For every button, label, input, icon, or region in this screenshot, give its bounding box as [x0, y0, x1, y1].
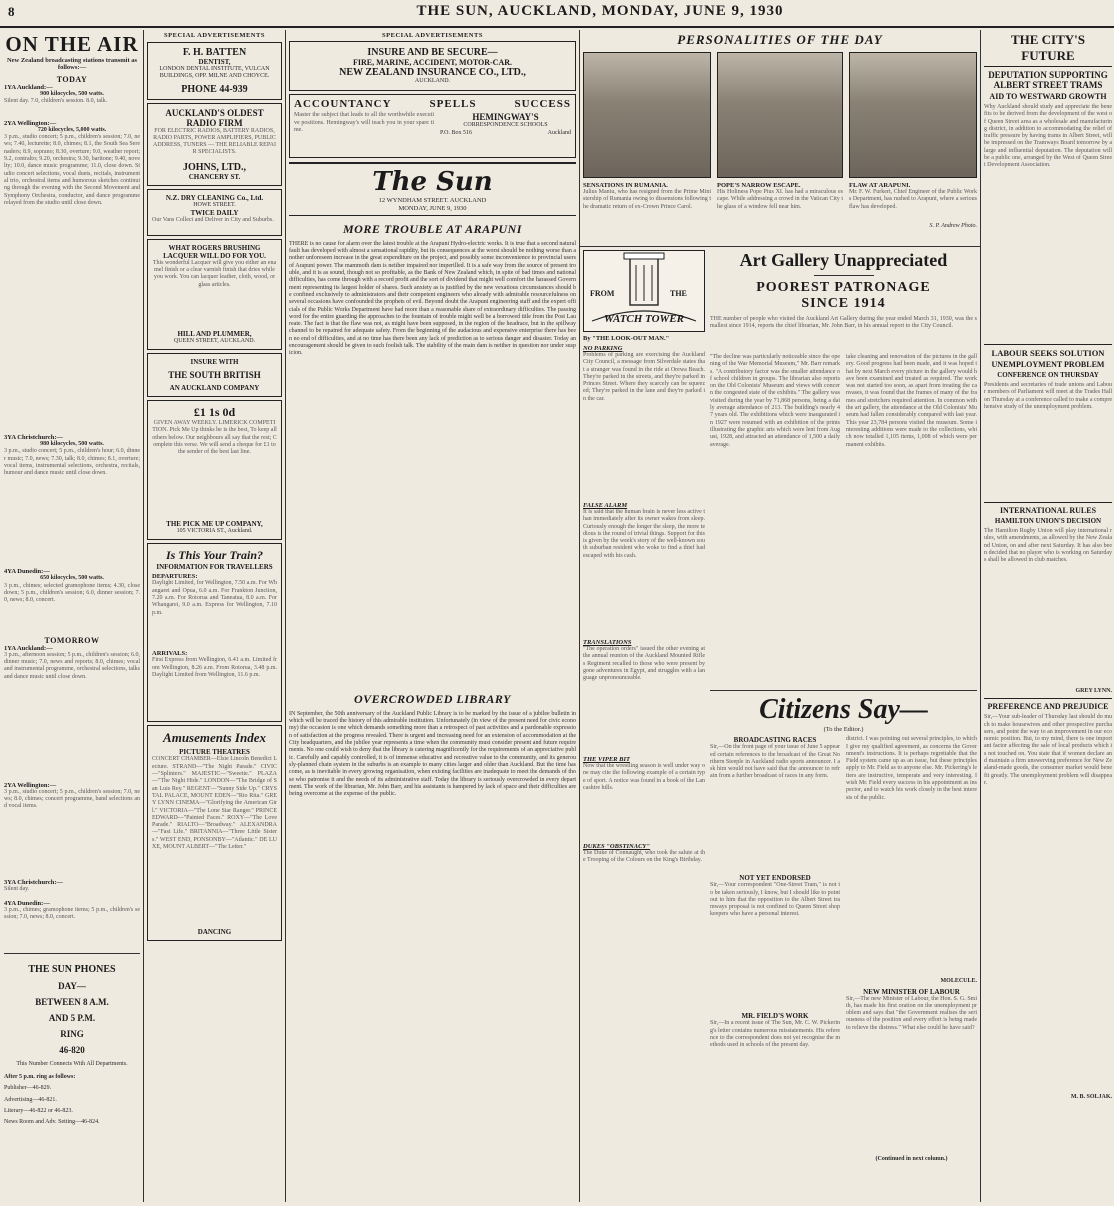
phones-line: AND 5 P.M. — [48, 1012, 96, 1023]
letter-signature: MOLECULE. — [940, 978, 977, 985]
south-british-ad — [147, 353, 282, 397]
hemingway-box: P.O. Box 516 — [440, 129, 473, 136]
radio-title: AUCKLAND'S OLDEST RADIO FIRM — [165, 107, 264, 128]
today-heading: TODAY — [56, 74, 88, 84]
citizens-say-section: Citizens Say— (To the Editor.) BROADCASTING RACES Sir,—On the front page of your issue of June 5 appeared certain references to the broadcast of the Great Northern Steeple in Auckland radio sports announcer. I ask him would not have said that the announcer to refrain from a further broadcast of races in any form. NOT YET ENDORSED Sir,—Your correspondent "One-Street Tram," is not to be taken seriously, I know, but I should like to point out to him that the opposition to the Albert Street tramways proposal is not confined to Queen Street shopkeepers who have a personal interest. MR. FIELD'S WORK Sir,—In a recent issue of The Sun, Mr. C. W. Pickering's letter contains numerous misstatements. His reference to the correspondent does not yet recognise the methods used in schools of the present day. district. I was pointing out several principles, to which I give my qualified agreement, as concerns the Government's instructions. It is perhaps regrettable that the Field system came up as an issue, but these principles apply to Mr. Field as to anyone else. Mr. Pickering's letters are instructive, temperate and very interesting. I wish Mr. Field every success in his appointment as inspector, and to watch his work closely in the best interests of the public. MOLECULE. NEW MINISTER OF LABOUR Sir,—The new Minister of Labour, the Hon. S. G. Smith, has made his first oration on the unemployment problem and says that "the Government realises the seriousness of the position and every effort is being made to relieve the distress." What else could he have said? (Continued in next column.) — [710, 694, 977, 1162]
station-3ya: 3YA Christchurch:— — [4, 434, 64, 442]
amusements-title: Amusements Index — [163, 730, 266, 746]
station-3ya-tomorrow: 3YA Christchurch:— — [4, 878, 64, 886]
pick-me-up-addr: 105 VICTORIA ST., Auckland. — [176, 528, 253, 535]
phones-line: After 5 p.m. ring as follows: — [4, 1074, 76, 1081]
batten-ad — [147, 42, 282, 100]
station-freq: 900 kilocycles, 500 watts. — [40, 90, 104, 97]
insure-line-3: NEW ZEALAND INSURANCE CO., LTD., — [339, 67, 526, 78]
hamilton-head: HAMILTON UNION'S DECISION — [994, 517, 1102, 525]
lacquer-headline: WHAT ROGERS BRUSHING LACQUER WILL DO FOR YOU. — [163, 243, 266, 260]
section-rule — [580, 246, 980, 247]
acc-middle: SPELLS — [429, 98, 477, 111]
hemingway-name: HEMINGWAY'S — [472, 112, 539, 123]
radio-addr: CHANCERY ST. — [188, 172, 241, 181]
photo-maniu — [583, 52, 711, 178]
tomorrow-heading: TOMORROW — [44, 635, 100, 645]
caption-pope: POPE'S NARROW ESCAPE. His Holiness Pope Pius XI. has had a miraculous escape. While addressing a crowd in the Vatican City the glass of a window fell near him. — [717, 182, 843, 210]
hemingway-ad: ACCOUNTANCY SPELLS SUCCESS Master the subject that leads to all the worthwhile executive positions. Hemingway's will teach you in your spare time. HEMINGWAY'S CORRESPONDENCE SCHOOLS P.O. Box 516 Auckland — [289, 94, 576, 158]
acc-right: SUCCESS — [514, 98, 571, 111]
station-1ya-tomorrow: 1YA Auckland:— — [4, 644, 53, 652]
conference-head: CONFERENCE ON THURSDAY — [997, 371, 1099, 379]
phones-newsroom: News Room and Adv. Setting—46-824. — [4, 1119, 100, 1126]
caption-head: FLAW AT ARAPUNI. — [849, 182, 911, 189]
radio-firm: JOHNS, LTD., — [183, 161, 246, 173]
on-the-air-title: ON THE AIR — [5, 32, 139, 56]
station-2ya: 2YA Wellington:— — [4, 119, 57, 127]
watch-tower-logo — [583, 250, 705, 332]
sun-address: 12 WYNDHAM STREET. AUCKLAND — [378, 197, 487, 205]
page-header — [0, 2, 1114, 28]
signature-grey-lynn: GREY LYNN. — [1075, 688, 1112, 694]
south-british: THE SOUTH BRITISH — [168, 370, 261, 381]
gallery-subhead-2: SINCE 1914 — [801, 296, 886, 311]
dry-cleaning-service: TWICE DAILY — [190, 208, 239, 217]
sun-title: The Sun — [372, 167, 493, 198]
hill-plummer: HILL AND PLUMMER, — [177, 329, 252, 338]
picture-theatres-label: PICTURE THEATRES — [179, 748, 250, 757]
prize-amount: £1 1s 0d — [193, 405, 236, 420]
signature-soljak: M. B. SOLJAK. — [1070, 1094, 1112, 1101]
pick-me-up-company: THE PICK ME UP COMPANY, — [166, 520, 263, 529]
dancing-label: DANCING — [197, 928, 232, 937]
photo-furkert — [849, 52, 977, 178]
continued-note: (Continued in next column.) — [875, 1155, 948, 1162]
pick-me-up-ad: £1 1s 0d GIVEN AWAY WEEKLY. LIMERICK COMPETITION. Pick Me Up thinks he is the best, To keep all others below. Our neighbours all say that the rest; Complete this verse. We will send a cheque for £1 to the sender of the best last line. THE PICK ME UP COMPANY, 105 VICTORIA ST., Auckland. — [147, 400, 282, 540]
sun-nameplate — [289, 162, 576, 216]
on-the-air-column: ON THE AIR New Zealand broadcasting stations transmit as follows:— TODAY 1YA Auckland:— 900 kilocycles, 500 watts. Silent day. 7.0, children's session. 8.0, talk. 2YA Wellington:— 720 kilocycles, 5,000 watts. 3 p.m., studio concert; 5 p.m., children's session; 7.0, news; 7.40, lecturette; 8.0, chimes; 8.1, the South Sea Serenaders; 8.9, soprano; 8.30, overture; 9.0, weather report; 9.2, contralto; 9.20, orchestra; 9.30, baritone; 9.40, novelty; 10.0, dance music programme; 11.0, close down. Studio concert selections, vocal duets, recitals, instrumental trio, orchestral items and humorous sketches continuing through the evening with the Second Movement and Symphony Orchestra, conductor, and dance programme relayed from the studio until close down. 3YA Christchurch:— 980 kilocycles, 500 watts. 3 p.m., studio concert; 5 p.m., children's hour; 6.0, dinner music; 7.0, news; 7.30, talk; 8.0, chimes; 8.1, overture; vocal items, instrumental selections, orchestra, recitals, humour and dance music until close down. 4YA Dunedin:— 650 kilocycles, 500 watts. 3 p.m., chimes; selected gramophone items; 4.30, close down; 5 p.m., children's session; 6.0, dinner session; 7.0, news; 8.0, concert. TOMORROW 1YA Auckland:— 3 p.m., afternoon session; 5 p.m., children's session; 6.0, dinner music; 7.0, news and reports; 8.0, chimes; vocal and instrumental programme, orchestral selections, talks and dance music until close down. 2YA Wellington:— 3 p.m., studio concert; 5 p.m., children's session; 7.0, news; 8.0, chimes; concert programme, band selections and vocal items. 3YA Christchurch:— Silent day. 4YA Dunedin:— 3 p.m., chimes; gramophone items; 5 p.m., children's session; 7.0, news; 8.0, concert. THE SUN PHONES DAY— BETWEEN 8 A.M. AND 5 P.M. RING 46-820 This Number Connects With All Departments. After 5 p.m. ring as follows: Publisher—46-829. Advertising—46-821. Literary—46-822 or 46-823. News Room and Adv. Setting—46-824. — [4, 32, 140, 1126]
editorial-headline: MORE TROUBLE AT ARAPUNI — [343, 221, 522, 236]
phones-literary: Literary—46-822 or 46-823. — [4, 1107, 73, 1114]
hemingway-sub: CORRESPONDENCE SCHOOLS — [463, 122, 548, 129]
labour-head: LABOUR SEEKS SOLUTION — [984, 344, 1112, 358]
departures-label: DEPARTURES: — [152, 573, 198, 581]
hemingway-city: Auckland — [547, 129, 571, 136]
auckland-company: AN AUCKLAND COMPANY — [169, 384, 260, 393]
column-rule — [143, 30, 144, 1202]
station-freq: 720 kilocycles, 5,000 watts. — [37, 126, 107, 133]
column-rule — [579, 30, 580, 1202]
insure-line-2: FIRE, MARINE, ACCIDENT, MOTOR-CAR. — [352, 58, 513, 67]
caption-furkert: FLAW AT ARAPUNI. Mr. F. W. Furkert, Chief Engineer of the Public Works Department, has rushed to Arapuni, where a serious flaw has developed. S. P. Andrew Photo. — [849, 182, 977, 229]
radio-ad: AUCKLAND'S OLDEST RADIO FIRM FOR ELECTRIC RADIOS, BATTERY RADIOS, RADIO PARTS, POWER AMPLIFIERS, PUBLIC ADDRESS, TUNERS — THE RELIABLE REPAIR SPECIALISTS. JOHNS, LTD., CHANCERY ST. — [147, 103, 282, 186]
batten-sub: DENTIST, — [198, 58, 231, 66]
station-2ya-tomorrow: 2YA Wellington:— — [4, 781, 57, 789]
train-subhead: INFORMATION FOR TRAVELLERS — [156, 563, 273, 572]
no-parking-head: NO PARKING — [583, 345, 623, 352]
page-number: 8 — [8, 4, 15, 19]
photo-credit: S. P. Andrew Photo. — [929, 223, 977, 229]
air-subtitle: New Zealand broadcasting stations transmit as follows:— — [6, 57, 138, 72]
section-rule — [710, 690, 977, 691]
phones-line: DAY— — [58, 980, 86, 991]
station-4ya: 4YA Dunedin:— — [4, 568, 50, 576]
unemployment-head: UNEMPLOYMENT PROBLEM — [991, 360, 1105, 369]
station-freq: 650 kilocycles, 500 watts. — [40, 575, 104, 582]
acc-left: ACCOUNTANCY — [294, 98, 392, 111]
watch-tower-column: FROM THE WATCH TOWER By "THE LOOK-OUT MAN." NO PARKING Problems of parking are exercising the Auckland City Council, a message from Silverdale states that a stranger was found in the ride at Orewa Beach. They're parked in the streets, and they're parked in Princes Street. Where they scarcely can be squeezed; They're parked in the lane and they're parked in the car. FALSE ALARM It is said that the human brain is never less active than immediately after its owner wakes from sleep. Curiously enough the longer the sleep, the more tedious is the round of trivial things. Support for this is given by the week's story of the well-known south suburban resident who woke to find a thief had escaped with his cash. TRANSLATIONS "The operation orders" issued the other evening at the annual reunion of the Auckland Mounted Rifles Regiment recalled to those who were present bygone adventures in Egypt, and struggles with a language unpronounceable. THE VIPER BIT Now that the wrestling season is well under way one may cite the following example of a certain type of sport. A notice was found in a book of the Lancashire hills. DUKES "OBSTINACY" The Duke of Connaught, who took the salute at the Trooping of the Colours on the King's Birthday. — [583, 250, 705, 930]
city-future-title: THE CITY'S FUTURE — [984, 32, 1112, 67]
preference-head: PREFERENCE AND PREJUDICE — [984, 698, 1112, 711]
letter-head-broadcasting: BROADCASTING RACES — [733, 736, 817, 745]
watch-the: THE — [670, 289, 687, 298]
watch-from: FROM — [590, 289, 615, 298]
insure-with: INSURE WITH — [190, 358, 239, 367]
nz-insurance-ad — [289, 41, 576, 91]
dukes-head: DUKES "OBSTINACY" — [583, 843, 650, 850]
batten-name: F. H. BATTEN — [182, 47, 247, 58]
gallery-headline: Art Gallery Unappreciated — [739, 250, 948, 270]
hill-plummer-addr: QUEEN STREET, AUCKLAND. — [173, 337, 256, 344]
letter-head-minister: NEW MINISTER OF LABOUR — [863, 987, 960, 996]
city-future-column: THE CITY'S FUTURE DEPUTATION SUPPORTING ALBERT STREET TRAMS AID TO WESTWARD GROWTH Why Auckland should study and appreciate the benefits to be derived from the development of the west of Queen Street area as a wholesale and manufacturing district, in addition to accommodating the relief of traffic pressure by having trams in Albert Street, will be impressed on the Tramways Board tomorrow by a large and influential deputation. The deputation will be a public one, arranged by the West of Queen Street Development Association. LABOUR SEEKS SOLUTION UNEMPLOYMENT PROBLEM CONFERENCE ON THURSDAY Presidents and secretaries of trade unions and Labour members of Parliament will meet at the Trades Hall on Thursday at a conference called to make a comprehensive study of the unemployment problem. INTERNATIONAL RULES HAMILTON UNION'S DECISION The Hamilton Rugby Union will play international rules, with amendments, as allowed by the New Zealand Union, on and after next Saturday. It has also been decided that no player who is working on Saturdays shall be allowed in club matches. GREY LYNN. PREFERENCE AND PREJUDICE Sir,—Your sub-leader of Thursday last should do much to make housewives and other prospective purchasers, and point the way to an improvement in our economic position. But, to my mind, there is one important factor affecting the sale of local products which is not touched on. You state that if women declare and maintain a firm unswerving preference for New Zealand-made goods, the consumer market would benefit greatly. The unemployment problem will disappear. M. B. SOLJAK. — [984, 32, 1112, 1101]
masthead-line: THE SUN, AUCKLAND, MONDAY, JUNE 9, 1930 — [416, 3, 784, 19]
special-ads-label: SPECIAL ADVERTISEMENTS — [164, 32, 265, 39]
personalities-label: PERSONALITIES OF THE DAY — [677, 32, 883, 47]
batten-addr: LONDON DENTAL INSTITUTE, VULCAN BUILDINGS, OPP. MILNE AND CHOYCE. — [159, 66, 270, 80]
lacquer-ad: WHAT ROGERS BRUSHING LACQUER WILL DO FOR YOU. This wonderful Lacquer will give you either an enamel finish or a clear varnish finish that dries while you work. You can lacquer leather, cloth, wood, or glass articles. HILL AND PLUMMER, QUEEN STREET, AUCKLAND. — [147, 239, 282, 350]
arrivals-label: ARRIVALS: — [152, 650, 188, 658]
photo-pope — [717, 52, 843, 178]
phones-number: 46-820 — [59, 1044, 85, 1055]
dry-cleaning-ad: N.Z. DRY CLEANING Co., Ltd. HOWE STREET. TWICE DAILY Our Vans Collect and Deliver in City and Suburbs. — [147, 189, 282, 236]
insure-line-1: INSURE AND BE SECURE— — [367, 47, 498, 58]
phones-line: RING — [60, 1028, 84, 1039]
caption-head: POPE'S NARROW ESCAPE. — [717, 182, 801, 189]
citizens-say-sub: (To the Editor.) — [823, 726, 864, 733]
library-headline: OVERCROWDED LIBRARY — [354, 691, 511, 706]
watch-tower-title: WATCH TOWER — [604, 313, 684, 325]
translations-head: TRANSLATIONS — [583, 639, 632, 646]
caption-maniu: SENSATIONS IN RUMANIA. Julius Maniu, who has resigned from the Prime Ministership of Rumania owing to dissensions following the dramatic return of ex-Crown Prince Carol. — [583, 182, 711, 210]
deputation-head: DEPUTATION SUPPORTING ALBERT STREET TRAMS — [988, 70, 1108, 90]
dry-cleaning-addr: HOWE STREET. — [193, 201, 236, 208]
letter-head-endorsed: NOT YET ENDORSED — [739, 874, 811, 883]
gallery-subhead-1: POOREST PATRONAGE — [756, 280, 931, 295]
viper-head: THE VIPER BIT — [583, 756, 630, 763]
train-info: Is This Your Train? INFORMATION FOR TRAVELLERS DEPARTURES: Daylight Limited, for Wellington, 7.50 a.m. For Whangarei and Opua, 6.0 a.m. For Frankton Junction, 7.20 a.m. For Rotorua and Taneatua, 8.0 a.m. For Whangarei, 9.0 a.m. Express for Wellington, 7.10 p.m. ARRIVALS: First Express from Wellington, 6.41 a.m. Limited from Wellington, 8.26 a.m. From Rotorua, 3.48 p.m. Daylight Limited from Wellington, 11.6 p.m. — [147, 543, 282, 722]
amusements-index: Amusements Index PICTURE THEATRES CONCERT CHAMBER—Elsie Lincoln Benedict Lecture. STRAND—"The Night Parade." CIVIC—"Splinters." MAJESTIC—"Sweetie." PLAZA—"The Night Hide." LONDON—"The Bridge of San Luis Rey." REGENT—"Sunny Side Up." CRYSTAL PALACE, MOUNT EDEN—"Rio Rita." GREY LYNN CINEMA—"Glorifying the American Girl." VICTORIA—"The Lone Star Ranger." PRINCE EDWARD—"Painted Faces." ROXY—"The Love Parade." RIALTO—"Broadway." ALEXANDRA—"Fast Life." BRITANNIA—"Three Little Sisters." WEST END, PONSONBY—"Atlantic." DE LUXE, MOUNT ALBERT—"The Letter." DANCING — [147, 725, 282, 941]
phones-line: BETWEEN 8 A.M. — [35, 996, 109, 1007]
sun-phones-box — [4, 953, 140, 1127]
westward-head: AID TO WESTWARD GROWTH — [989, 92, 1107, 101]
sun-date: MONDAY, JUNE 9, 1930 — [398, 204, 467, 212]
station-freq: 980 kilocycles, 500 watts. — [40, 441, 104, 448]
column-rule — [980, 30, 981, 1202]
caption-head: SENSATIONS IN RUMANIA. — [583, 182, 668, 189]
art-gallery-article: Art Gallery Unappreciated POOREST PATRONAGE SINCE 1914 THE number of people who visited the Auckland Art Gallery during the year ended March 31, 1930, was the smallest since 1914, reports the chief librarian, Mr. John Barr, in his annual report to the City Council. "The decline was particularly noticeable since the opening of the War Memorial Museum," Mr. Barr remarks. "A contributory factor was the smaller attendance of school children in groups. The librarian also reports on the Old Colonists' Museum and views with concern the congested state of the exhibits." The gallery was visited during the year by 71,868 persons, being a daily average attendance of 213. The building's nearly 47 years old. The exhibitions which were inaugurated in 1927 were resumed with an exhibition of the prints illustrating the graphic arts which were lent from August, 1928, and attracted an attendance of 1,500 a daily average. take cleaning and renovation of the pictures in the gallery. Good progress had been made, and it was hoped that by next March every picture in the gallery would have been examined and treated as required. The work was not started too soon, as apart from treating the canvases, it was found that the frames of many of the frames and stretchers required attention. In common with the art gallery, the attendance at the Old Colonists' Museum had fallen considerably compared with last year. This year 23,784 persons visited the museum. Some interesting additions were made to the collections, which now totalled 1,105 items, 1,008 of which were permanent exhibits. — [710, 250, 977, 448]
phones-advertising: Advertising—46-821. — [4, 1096, 57, 1103]
station-1ya: 1YA Auckland:— — [4, 83, 53, 91]
special-ads-label-2: SPECIAL ADVERTISEMENTS — [382, 32, 483, 39]
rules-head: INTERNATIONAL RULES — [984, 502, 1112, 515]
phones-title: THE SUN PHONES — [28, 963, 116, 975]
watch-byline: By "THE LOOK-OUT MAN." — [583, 335, 670, 342]
column-rule — [285, 30, 286, 1202]
batten-phone: PHONE 44-939 — [181, 83, 248, 95]
special-ads-column — [147, 32, 282, 1202]
personalities-section — [583, 32, 977, 244]
letter-head-field: MR. FIELD'S WORK — [741, 1012, 809, 1021]
insure-line-4: AUCKLAND. — [414, 78, 451, 84]
dry-cleaning-name: N.Z. DRY CLEANING Co., Ltd. — [165, 193, 264, 202]
editorial-column: SPECIAL ADVERTISEMENTS INSURE AND BE SECURE— FIRE, MARINE, ACCIDENT, MOTOR-CAR. NEW ZEALAND INSURANCE CO., LTD., AUCKLAND. ACCOUNTANCY SPELLS SUCCESS Master the subject that leads to all the worthwhile executive positions. Hemingway's will teach you in your spare time. HEMINGWAY'S CORRESPONDENCE SCHOOLS P.O. Box 516 Auckland The Sun 12 WYNDHAM STREET. AUCKLAND MONDAY, JUNE 9, 1930 MORE TROUBLE AT ARAPUNI THERE is no cause for alarm over the latest trouble at the Arapuni Hydro-electric works. It is true that a second natural fault has developed with almost a sensational rapidity, but its consequences at the worst should be nothing worse than another unforeseen increase in the great expenditure on the project, and possibly some inconvenience to provincial users of Arapuni power. The mammoth dam is neither impaired nor imperilled. It is a safe way from the source of present trouble, and it is as sound, though not so profitable, as the Bank of New Zealand which, in spite of bad times and national difficulties, has come through with a record profit and the sort of dividend that might well comfort the harassed Government representing its largest holder of shares. Such anxiety as is justified by the new vexatious circumstances should be confined exclusively to administrators and their competent engineers who already with admirable resourcefulness on several occasions have confounded the prophets of evil. Beyond doubt the Arapuni engineering staff and the expert officials of the Public Works Department have had more than a reasonable share of extraordinary difficulties. The passing word for the entire guarding the approaches to the fountain of trouble might well be a borrowed title from the Post Laureate. The fact is that the flaw was not, as might have been supposed, in the region of the headrace, but in the spillway channel to be repaired for adequate safety. From the beginning of the audacious and expensive enterprise there has been no end of difficulties, and at no time has there been any lack of prediction as to serious danger and disaster. Today an encouragement should be given to such foolish talk. The stability of the main dam is neither in question nor under suspicion. OVERCROWDED LIBRARY IN September, the 50th anniversary of the Auckland Public Library is to be marked by the issue of a jubilee bulletin in which will be traced the history of this admirable institution. Unfortunately (in view of the present need for civic economy) the occasion is one which demands something more than a retrospect of past activities and a pardonable expression of satisfaction at the progress revealed. There is urgent and increasing need for an extension of accommodation at the City headquarters, and the jubilee year represents a time when the community must consider present and future requirements. No one could wish to deny that the library is catering magnificently for the requirements of an appreciative public. Carefully and capably controlled, it is of immense educative and recreative value to the community, and its generously-planned chain system in the suburbs is an example to many cities larger and older than Auckland. But the time has come, as is inevitable in every growing organisation, when existing facilities are inadequate to meet the demands of those who patronise it and the needs of its administrative staff. Today the library is seriously overcrowded in every department. The work of the librarian, Mr. John Barr, and his assistants is hampered by lack of space and their difficulties are being overcome at the expense of the public. — [289, 32, 576, 798]
phones-line: This Number Connects With All Departments. — [16, 1060, 128, 1067]
citizens-say-title: Citizens Say— — [759, 694, 928, 725]
train-headline: Is This Your Train? — [165, 548, 264, 563]
false-alarm-head: FALSE ALARM — [583, 502, 628, 509]
phones-publisher: Publisher—46-829. — [4, 1085, 52, 1092]
station-4ya-tomorrow: 4YA Dunedin:— — [4, 899, 50, 907]
